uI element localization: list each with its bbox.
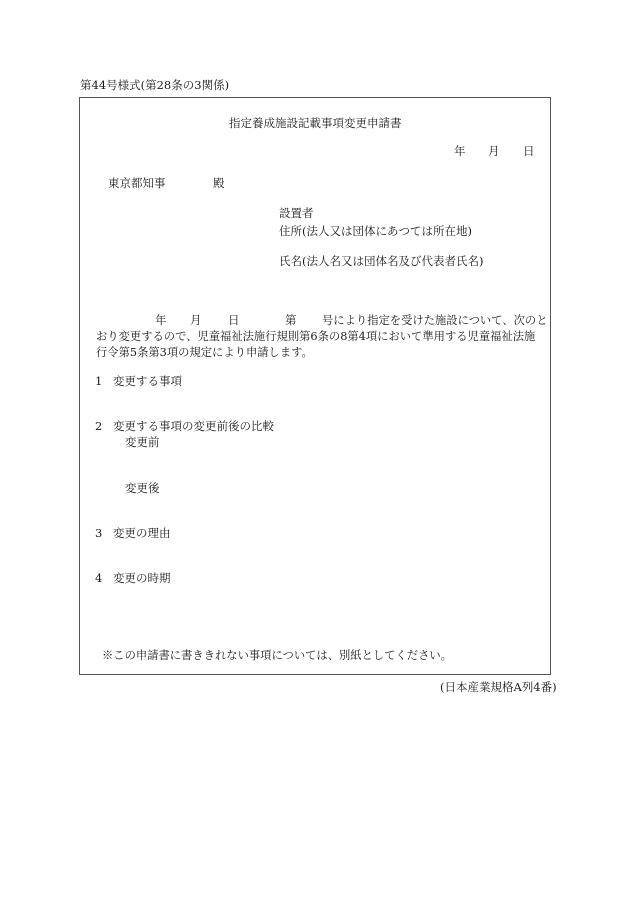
date-month: 月 <box>488 144 500 158</box>
body-line1-rest: 号により指定を受けた施設について、次のと <box>322 314 548 327</box>
supplement-note: ※この申請書に書ききれない事項については、別紙としてください。 <box>102 649 452 662</box>
applicant-name-label: 氏名(法人名又は団体名及び代表者氏名) <box>279 254 484 268</box>
body-line3: 行令第5条第3項の規定により申請します。 <box>96 346 313 359</box>
body-month: 月 <box>190 313 202 327</box>
body-year: 年 <box>155 313 167 327</box>
body-line2: おり変更するので、児童福祉法施行規則第6条の8第4項において準用する児童福祉法施 <box>96 330 536 343</box>
body-day: 日 <box>228 313 240 327</box>
item-1-label: 変更する事項 <box>113 374 182 388</box>
addressee-honorific: 殿 <box>213 176 225 190</box>
item-2-label: 変更する事項の変更前後の比較 <box>113 419 274 433</box>
item-2-before-label: 変更前 <box>125 435 160 449</box>
item-2-after-label: 変更後 <box>125 481 160 495</box>
item-2-number: 2 <box>95 419 103 433</box>
date-year: 年 <box>454 144 466 158</box>
applicant-heading: 設置者 <box>279 206 314 220</box>
document-title: 指定養成施設記載事項変更申請書 <box>229 116 402 130</box>
addressee-name: 東京都知事 <box>108 176 166 190</box>
item-1-number: 1 <box>95 374 103 388</box>
paper-size-footer: (日本産業規格A列4番) <box>440 680 557 694</box>
item-3-label: 変更の理由 <box>113 526 171 540</box>
form-number-label: 第44号様式(第28条の3関係) <box>80 78 230 92</box>
item-4-number: 4 <box>95 571 103 585</box>
item-4-label: 変更の時期 <box>113 571 171 585</box>
applicant-address-label: 住所(法人又は団体にあつては所在地) <box>279 224 472 238</box>
body-dai: 第 <box>285 313 297 327</box>
item-3-number: 3 <box>95 526 103 540</box>
date-day: 日 <box>523 144 535 158</box>
